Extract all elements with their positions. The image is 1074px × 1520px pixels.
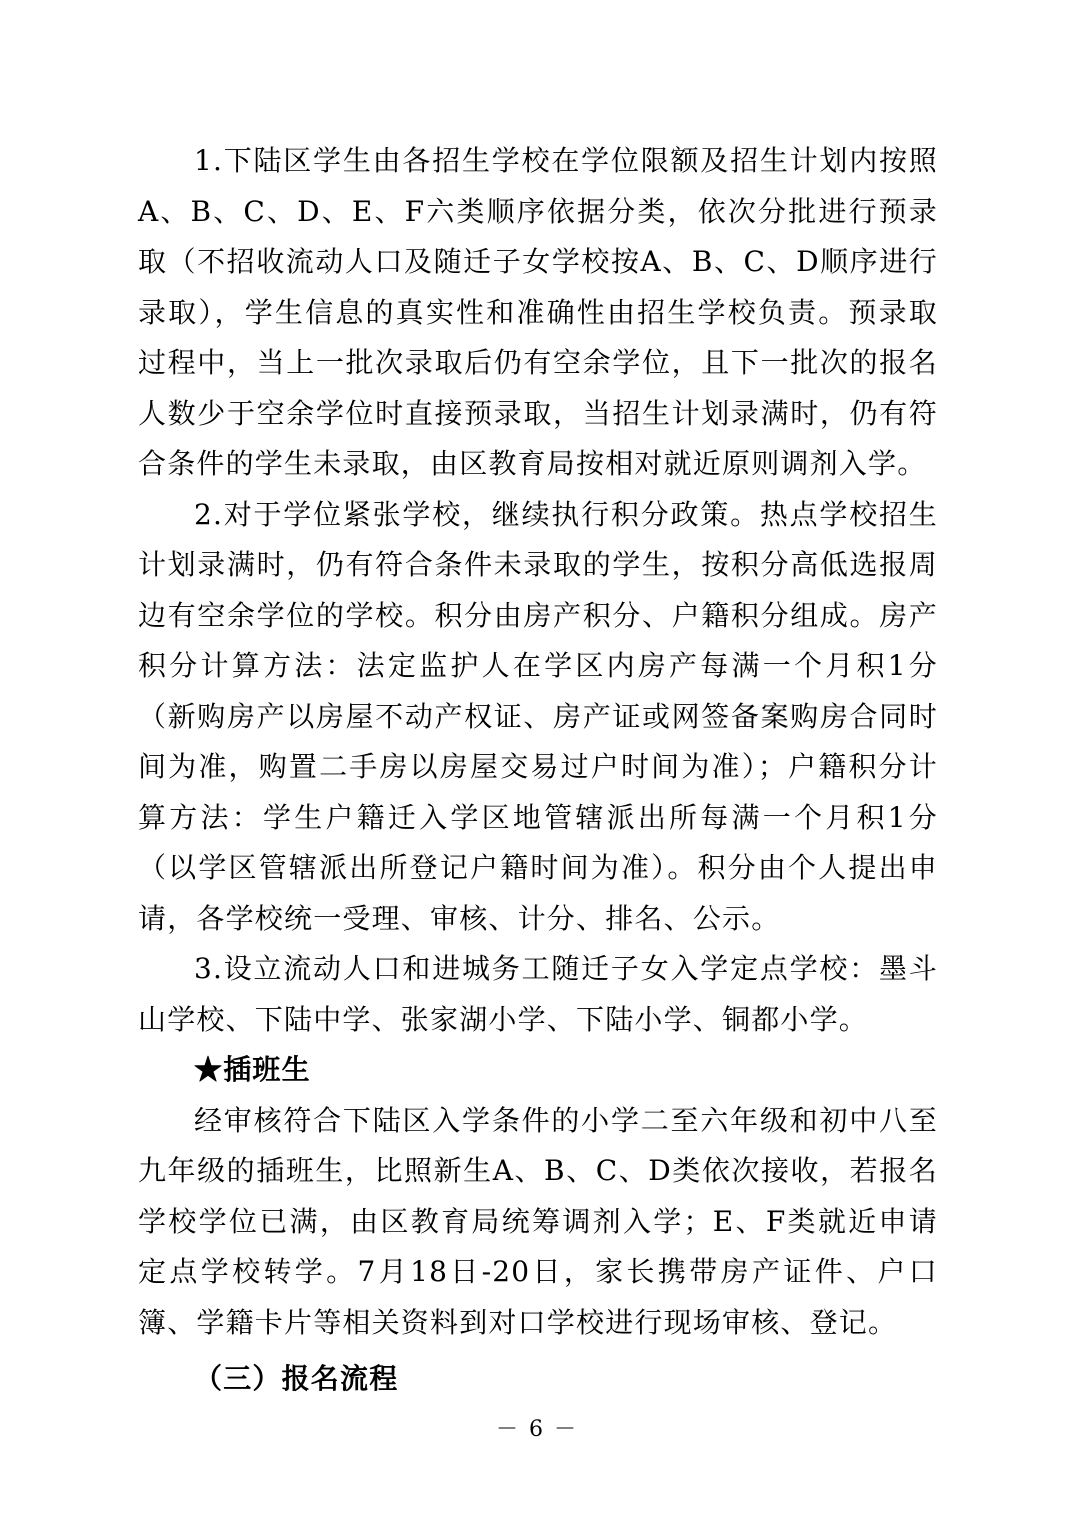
section-heading: ★插班生 (194, 1053, 311, 1086)
paragraph-2: 2.对于学位紧张学校，继续执行积分政策。热点学校招生计划录满时，仍有符合条件未录取的学生，按积分高低选报周边有空余学位的学校。积分由房产积分、户籍积分组成。房产积分计算方法：法定监护人在学区内房产每满一个月积1分（新购房产以房屋不动产权证、房产证或网签备案购房合同时间为准，购置二手房以房屋交易过户时间为准）；户籍积分计算方法：学生户籍迁入学区地管辖派出所每满一个月积1分（以学区管辖派出所登记户籍时间为准）。积分由个人提出申请，各学校统一受理、审核、计分、排名、公示。 (138, 497, 938, 935)
subsection-heading: （三）报名流程 (194, 1362, 399, 1395)
paragraph-1: 1.下陆区学生由各招生学校在学位限额及招生计划内按照A、B、C、D、E、F六类顺序依据分类，依次分批进行预录取（不招收流动人口及随迁子女学校按A、B、C、D顺序进行录取），学生信息的真实性和准确性由招生学校负责。预录取过程中，当上一批次录取后仍有空余学位，且下一批次的报名人数少于空余学位时直接预录取，当招生计划录满时，仍有符合条件的学生未录取，由区教育局按相对就近原则调剂入学。 (138, 144, 938, 480)
page-number: － 6 － (496, 1417, 578, 1442)
section-paragraph: 经审核符合下陆区入学条件的小学二至六年级和初中八至九年级的插班生，比照新生A、B、C、D类依次接收，若报名学校学位已满，由区教育局统筹调剂入学；E、F类就近申请定点学校转学。7月18日-20日，家长携带房产证件、户口簿、学籍卡片等相关资料到对口学校进行现场审核、登记。 (138, 1103, 938, 1339)
paragraph-3: 3.设立流动人口和进城务工随迁子女入学定点学校：墨斗山学校、下陆中学、张家湖小学、下陆小学、铜都小学。 (138, 952, 938, 1036)
document-body (138, 136, 938, 1405)
